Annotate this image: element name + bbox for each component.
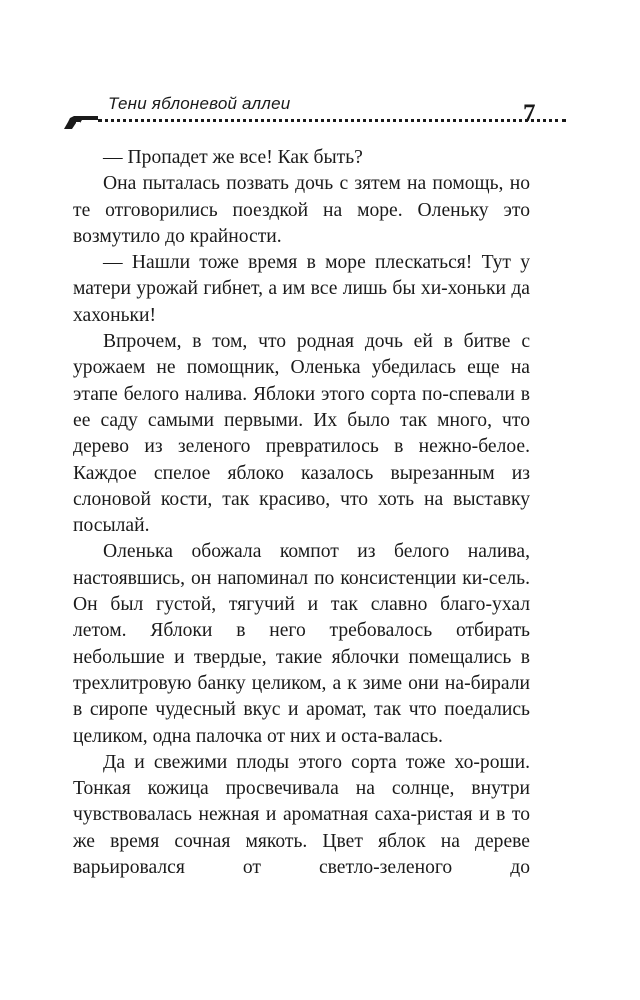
text-line: сель. Он был густой, тягучий и так славно благо- (73, 567, 530, 616)
text-line: настоявшись, он напоминал по консистенции ки- (73, 567, 489, 589)
text-line: Да и свежими плоды этого сорта тоже хо- (103, 751, 480, 773)
text-line: у матери урожай гибнет, а им все лишь бы хи- (73, 252, 530, 300)
text-line: с урожаем не помощник, Оленька убедилась еще (73, 331, 531, 379)
paragraph (73, 171, 530, 250)
text-line: ухал летом. Яблоки в него требовалось отбирать (73, 594, 530, 642)
text-line: Оленька обожала компот из белого налива, (103, 541, 530, 563)
text-line: это возмутило до крайности. (73, 199, 530, 247)
page-body (73, 145, 530, 881)
paragraph (73, 539, 530, 749)
text-line: Впрочем, в том, что родная дочь ей в битве (103, 331, 511, 353)
text-line: хоньки да хахоньки! (73, 278, 530, 326)
text-line: небольшие и твердые, такие яблочки помещались (73, 646, 512, 668)
text-line: на дереве варьировался от светло-зеленого до (73, 830, 530, 879)
paragraph (73, 750, 530, 881)
paragraph (73, 145, 530, 171)
page-number: 7 (523, 100, 536, 127)
text-line: спевали в ее саду самыми первыми. Их было (73, 383, 530, 431)
text-line: внутри чувствовалась нежная и ароматная саха- (73, 778, 530, 826)
paragraph (73, 329, 530, 539)
text-line: в нежно-белое. Каждое спелое яблоко казалось (73, 436, 531, 484)
text-line: поедались целиком, одна палочка от них и оста- (73, 699, 530, 747)
text-line: валась. (384, 725, 443, 747)
text-line: бирали в сиропе чудесный вкус и аромат, так что (73, 672, 530, 721)
text-line: но те отговорились поездкой на море. Оленьку (73, 173, 530, 221)
text-line: роши. Тонкая кожица просвечивала на солнце, (73, 751, 530, 800)
paragraph (73, 250, 530, 329)
text-line: вырезанным из слоновой кости, так красиво, что (73, 462, 530, 510)
text-line: так много, что дерево из зеленого превратилось (73, 409, 530, 458)
dot-leader (98, 119, 566, 122)
text-line: хоть на выставку посылай. (73, 488, 530, 537)
page-header (60, 92, 540, 132)
text-line: в трехлитровую банку целиком, а к зиме они на- (73, 646, 530, 694)
running-title: Тени яблоневой аллеи (108, 94, 291, 113)
text-line: — Нашли тоже время в море плескаться! Тут (103, 252, 511, 274)
text-line: ристая и в то же время сочная мякоть. Цвет яблок (73, 804, 530, 852)
text-line: — Пропадет же все! Как быть? (103, 147, 363, 168)
text-line: на этапе белого налива. Яблоки этого сорта по- (73, 357, 530, 405)
text-line: Она пыталась позвать дочь с зятем на помощь, (103, 173, 504, 195)
revolver-icon (60, 114, 100, 130)
